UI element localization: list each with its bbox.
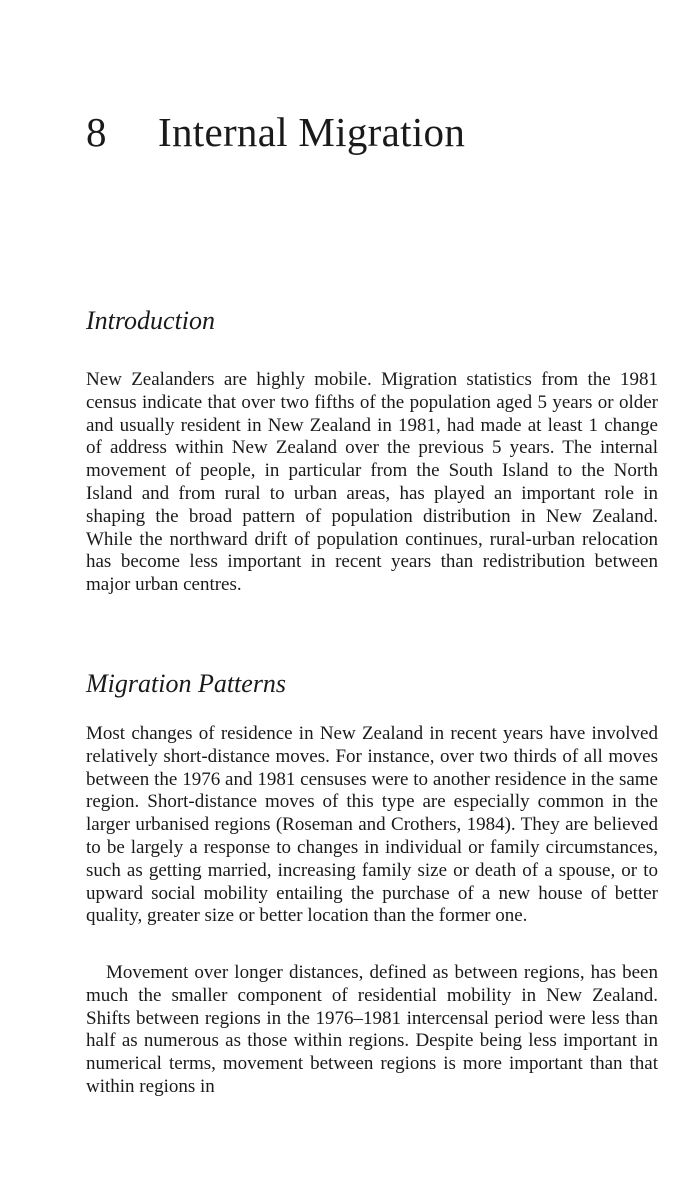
paragraph-migration-patterns-2: Movement over longer distances, defined as between regions, has been much the smaller component of residential mobility in New Zealand. Shifts between regions in the 1976–1981 intercensal period were less than half as numerous as those within regions. Despite being less important in numerical terms, movement between regions is more important than that within regions in [86, 962, 658, 1097]
paragraph-migration-patterns-1: Most changes of residence in New Zealand in recent years have involved relatively short-distance moves. For instance, over two thirds of all moves between the 1976 and 1981 censuses were to another residence in the same region. Short-distance moves of this type are especially common in the larger urbanised regions (Roseman and Crothers, 1984). They are believed to be largely a response to changes in individual or family circumstances, such as getting married, increasing family size or death of a spouse, or to upward social mobility entailing the purchase of a new house of better quality, greater size or better location than the former one. [86, 723, 658, 927]
chapter-title: Internal Migration [158, 109, 466, 155]
paragraph-introduction: New Zealanders are highly mobile. Migration statistics from the 1981 census indicate that over two fifths of the population aged 5 years or older and usually resident in New Zealand in 1981, had made at least 1 change of address within New Zealand over the previous 5 years. The internal movement of people, in particular from the South Island to the North Island and from rural to urban areas, has played an important role in shaping the broad pattern of population distribution in New Zealand. While the northward drift of population continues, rural-urban relocation has become less important in recent years than redistribution between major urban centres. [86, 369, 658, 596]
chapter-number: 8 [86, 109, 107, 155]
section-heading-migration-patterns: Migration Patterns [86, 669, 287, 698]
chapter-heading [86, 108, 465, 156]
section-heading-introduction: Introduction [86, 306, 216, 335]
